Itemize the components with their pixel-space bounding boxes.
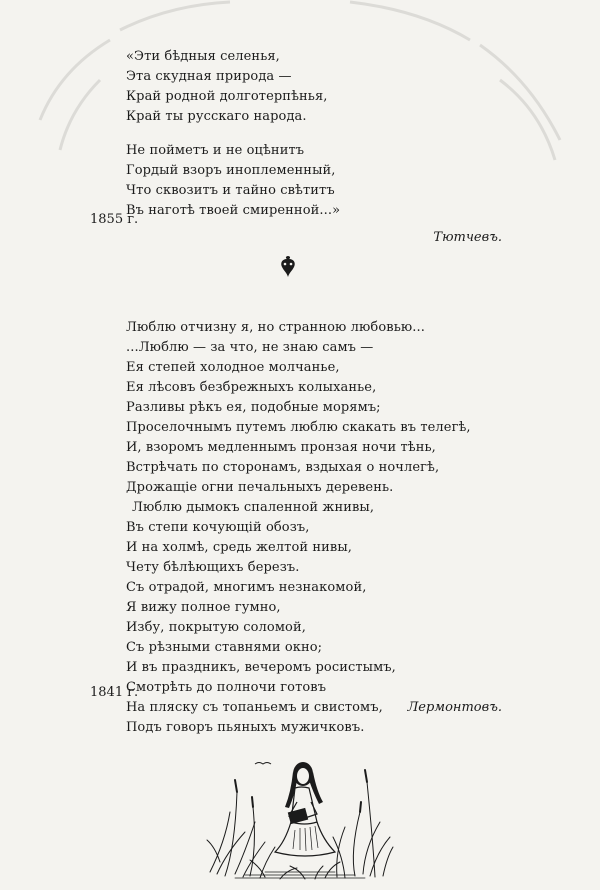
poem-author: Лермонтовъ. [407,700,502,715]
poem-line: Гордый взоръ иноплеменный, [126,163,336,178]
fleuron-ornament-icon [278,254,298,278]
poem-line: И, взоромъ медленнымъ пронзая ночи тѣнь, [126,440,436,455]
poem-line: Люблю отчизну я, но странною любовью... [126,320,425,335]
poem-tyutchev [126,47,340,221]
stanza-gap [126,127,340,141]
poem-line: Ея лѣсовъ безбрежныхъ колыханье, [126,380,377,395]
poem-line: Разливы рѣкъ ея, подобные морямъ; [126,400,381,415]
poem-year: 1855 г. [90,212,139,227]
poem-line: Съ отрадой, многимъ незнакомой, [126,580,367,595]
poem-line: Я вижу полное гумно, [126,600,281,615]
poem-line: Избу, покрытую соломой, [126,620,306,635]
poem-line: «Эти бѣдныя селенья, [126,49,280,64]
poem-line: Не пойметъ и не оцѣнитъ [126,143,305,158]
poem-year: 1841 г. [90,685,139,700]
poem-line: Край ты русскаго народа. [126,109,307,124]
poem-line: ...Люблю — за что, не знаю самъ — [126,340,374,355]
poem-line: Проселочнымъ путемъ люблю скакать въ телегѣ, [126,420,471,435]
poem-line: Люблю дымокъ спаленной жнивы, [132,500,375,515]
poem-line: И на холмѣ, средь желтой нивы, [126,540,353,555]
poem-line: Ея степей холодное молчанье, [126,360,340,375]
poem-author: Тютчевъ. [433,230,502,245]
poem-line: Съ рѣзными ставнями окно; [126,640,323,655]
poem-lermontov [126,318,471,738]
poem-line: Подъ говоръ пьяныхъ мужичковъ. [126,720,365,735]
poem-line: Въ наготѣ твоей смиренной...» [126,203,341,218]
poem-line: Что сквозитъ и тайно свѣтитъ [126,183,335,198]
poem-line: Край родной долготерпѣнья, [126,89,328,104]
poem-line: На пляску съ топаньемъ и свистомъ, [126,700,383,715]
poem-line: Эта скудная природа — [126,69,292,84]
poem-line: Встрѣчать по сторонамъ, вздыхая о ночлегѣ, [126,460,440,475]
poem-line: Въ степи кочующій обозъ, [126,520,310,535]
poem-line: И въ праздникъ, вечеромъ росистымъ, [126,660,396,675]
poem-line: Смотрѣть до полночи готовъ [126,680,327,695]
poem-line: Чету бѣлѣющихъ березъ. [126,560,300,575]
girl-reading-vignette [205,752,395,882]
poem-line: Дрожащіе огни печальныхъ деревень. [126,480,394,495]
